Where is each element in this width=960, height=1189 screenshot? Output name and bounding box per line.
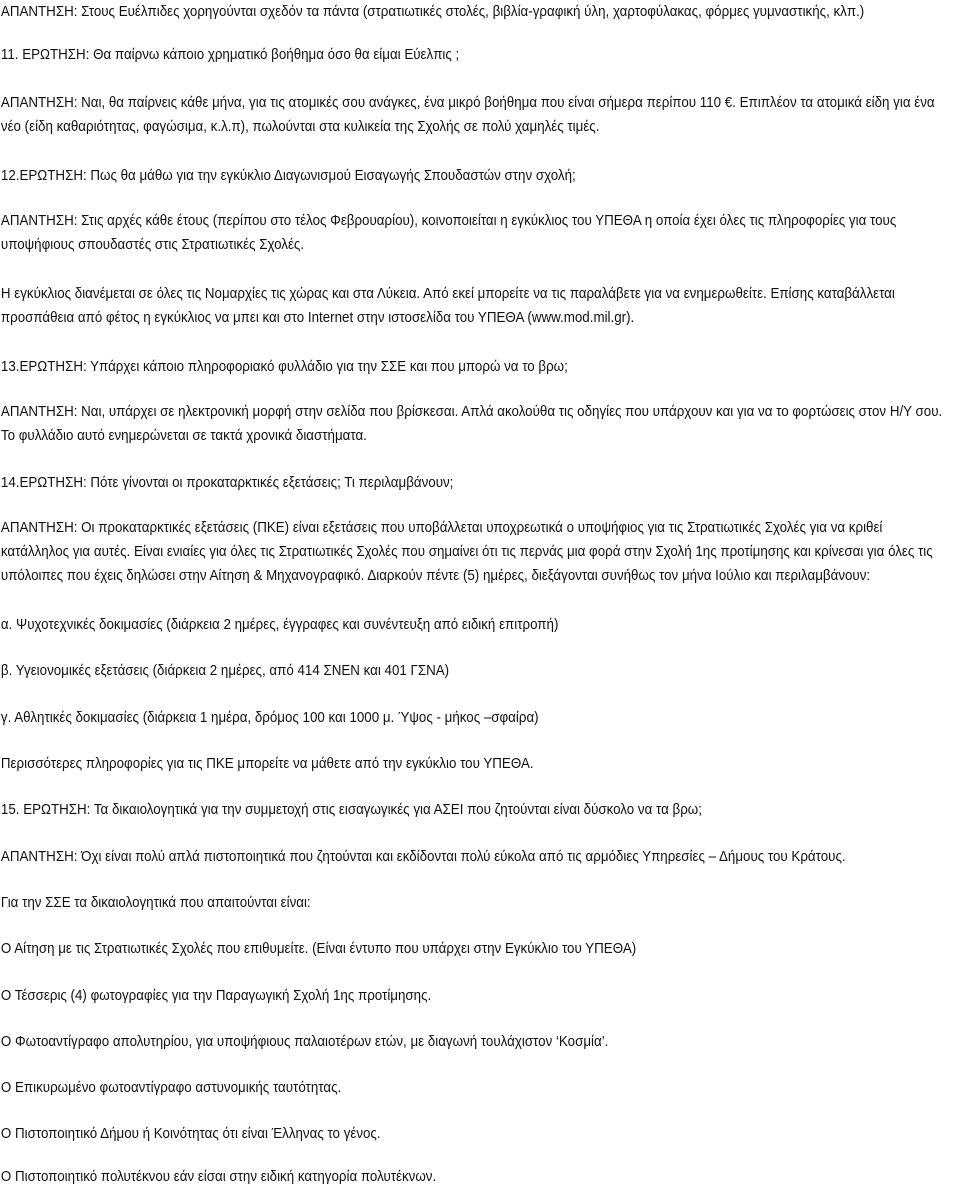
document-item-application: Ο Αίτηση με τις Στρατιωτικές Σχολές που επιθυμείτε. (Είναι έντυπο που υπάρχει στην Εγκύκλιο του ΥΠΕΘΑ) bbox=[0, 941, 637, 957]
document-item-municipality-cert: Ο Πιστοποιητικό Δήμου ή Κοινότητας ότι είναι Έλληνας το γένος. bbox=[0, 1126, 381, 1142]
answer-12-distribution: Η εγκύκλιος διανέμεται σε όλες τις Νομαρχίες τις χώρας και στα Λύκεια. Από εκεί μπορείτε να τις παραλάβετε για να ενημερωθείτε. Επίσης καταβάλλεται προσπάθεια από φέτος η εγκύκλιος να μπει και στο Internet στην ιστοσελίδα του ΥΠΕΘΑ (www.mod.mil.gr). bbox=[0, 286, 895, 326]
document-item-diploma: Ο Φωτοαντίγραφο απολυτηρίου, για υποψήφιους παλαιοτέρων ετών, με διαγωνή τουλάχιστον ‘Κοσμία’. bbox=[0, 1034, 609, 1050]
answer-15: ΑΠΑΝΤΗΣΗ: Όχι είναι πολύ απλά πιστοποιητικά που ζητούνται και εκδίδονται πολύ εύκολα από τις αρμόδιες Υπηρεσίες – Δήμους του Κράτους. bbox=[0, 849, 846, 865]
answer-13: ΑΠΑΝΤΗΣΗ: Ναι, υπάρχει σε ηλεκτρονική μορφή στην σελίδα που βρίσκεσαι. Απλά ακολούθα τις οδηγίες που υπάρχουν και για να το φορτώσεις στον Η/Υ σου. Το φυλλάδιο αυτό ενημερώνεται σε τακτά χρονικά διαστήματα. bbox=[0, 404, 943, 444]
documents-heading: Για την ΣΣΕ τα δικαιολογητικά που απαιτούνται είναι: bbox=[0, 895, 311, 911]
question-13: 13.ΕΡΩΤΗΣΗ: Υπάρχει κάποιο πληροφοριακό φυλλάδιο για την ΣΣΕ και που μπορώ να το βρω; bbox=[0, 359, 568, 375]
document-item-id-copy: Ο Επικυρωμένο φωτοαντίγραφο αστυνομικής ταυτότητας. bbox=[0, 1080, 342, 1096]
more-info: Περισσότερες πληροφορίες για τις ΠΚΕ μπορείτε να μάθετε από την εγκύκλιο του ΥΠΕΘΑ. bbox=[0, 756, 534, 772]
answer-11: ΑΠΑΝΤΗΣΗ: Ναι, θα παίρνεις κάθε μήνα, για τις ατομικές σου ανάγκες, ένα μικρό βοήθημα που είναι σήμερα περίπου 110 €. Επιπλέον τα ατομικά είδη για ένα νέο (είδη καθαριότητας, φαγώσιμα, κ.λ.π), πωλούνται στα κυλικεία της Σχολής σε πολύ χαμηλές τιμές. bbox=[0, 95, 935, 135]
answer-12: ΑΠΑΝΤΗΣΗ: Στις αρχές κάθε έτους (περίπου στο τέλος Φεβρουαρίου), κοινοποιείται η εγκύκλιος του ΥΠΕΘΑ η οποία έχει όλες τις πληροφορίες για τους υποψήφιους σπουδαστές στις Στρατιωτικές Σχολές. bbox=[0, 213, 897, 253]
answer-14: ΑΠΑΝΤΗΣΗ: Οι προκαταρκτικές εξετάσεις (ΠΚΕ) είναι εξετάσεις που υποβάλλεται υποχρεωτικά ο υποψήφιος για τις Στρατιωτικές Σχολές για να κριθεί κατάλληλος για αυτές. Είναι ενιαίες για όλες τις Στρατιωτικές Σχολές που σημαίνει ότι τις περνάς μια φορά στην Σχολή 1ης προτίμησης και κρίνεσαι για όλες τις υπόλοιπες που έχεις δηλώσει στην Αίτηση & Μηχανογραφικό. Διαρκούν πέντε (5) ημέρες, διεξάγονται συνήθως τον μήνα Ιούλιο και περιλαμβάνουν: bbox=[0, 520, 933, 584]
answer-10: ΑΠΑΝΤΗΣΗ: Στους Ευέλπιδες χορηγούνται σχεδόν τα πάντα (στρατιωτικές στολές, βιβλία-γραφική ύλη, χαρτοφύλακας, φόρμες γυμναστικής, κλπ.) bbox=[0, 4, 865, 20]
question-11: 11. ΕΡΩΤΗΣΗ: Θα παίρνω κάποιο χρηματικό βοήθημα όσο θα είμαι Εύελπις ; bbox=[0, 47, 460, 63]
question-15: 15. ΕΡΩΤΗΣΗ: Τα δικαιολογητικά για την συμμετοχή στις εισαγωγικές για ΑΣΕΙ που ζητούνται είναι δύσκολο να τα βρω; bbox=[0, 802, 702, 818]
question-14: 14.ΕΡΩΤΗΣΗ: Πότε γίνονται οι προκαταρκτικές εξετάσεις; Τι περιλαμβάνουν; bbox=[0, 475, 454, 491]
list-item-b: β. Υγειονομικές εξετάσεις (διάρκεια 2 ημέρες, από 414 ΣΝΕΝ και 401 ΓΣΝΑ) bbox=[0, 663, 450, 679]
document-item-photos: Ο Τέσσερις (4) φωτογραφίες για την Παραγωγική Σχολή 1ης προτίμησης. bbox=[0, 988, 432, 1004]
list-item-a: α. Ψυχοτεχνικές δοκιμασίες (διάρκεια 2 ημέρες, έγγραφες και συνέντευξη από ειδική επιτροπή) bbox=[0, 617, 559, 633]
list-item-c: γ. Αθλητικές δοκιμασίες (διάρκεια 1 ημέρα, δρόμος 100 και 1000 μ. Ύψος - μήκος –σφαίρα) bbox=[0, 710, 539, 726]
question-12: 12.ΕΡΩΤΗΣΗ: Πως θα μάθω για την εγκύκλιο Διαγωνισμού Εισαγωγής Σπουδαστών στην σχολή; bbox=[0, 168, 576, 184]
document-item-large-family-cert: Ο Πιστοποιητικό πολυτέκνου εάν είσαι στην ειδική κατηγορία πολυτέκνων. bbox=[0, 1169, 437, 1185]
